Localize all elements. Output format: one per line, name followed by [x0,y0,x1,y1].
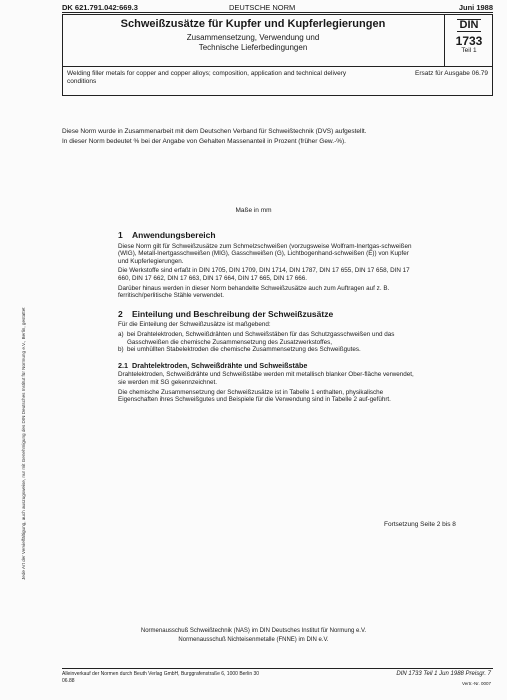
intro-text [62,127,367,147]
section-2-1-number: 2.1 [118,360,128,370]
document-subtitle-line2: Technische Lieferbedingungen [198,43,308,52]
section-2-number: 2 [118,308,123,319]
section-1-paragraph-1: Diese Norm gilt für Schweißzusätze zum Schmelzschweißen (vorzugsweise Wolfram-Inertgas-schweißen (WIG), Metall-Inertgasschweißen (MIG), Gasschweißen (G), Lichtbogenhand-schweißen (E)) von Kupfer und Kupferlegierungen. [118,242,412,265]
section-2-1-paragraph-1: Drahtelektroden, Schweißdrähte und Schweißstäbe werden mit metallisch blanker Ober-fläche verwendet, sie werden mit SG gekennzeichnet. [118,371,414,386]
intro-line-1: Diese Norm wurde in Zusammenarbeit mit dem Deutschen Verband für Schweißtechnik (DVS) aufgestellt. [62,128,367,135]
din-logo: DIN [457,19,482,32]
edition-code: 06.88 [62,678,75,684]
dk-classification: DK 621.791.042:669.3 [62,3,138,12]
intro-line-2: In dieser Norm bedeutet % bei der Angabe von Gehalten Massenanteil in Prozent (früher Gew.-%). [62,138,346,145]
section-2-title: Einteilung und Beschreibung der Schweißzusätze [132,308,334,319]
subheader-box [62,66,493,96]
list-item-b-text: bei umhüllten Stabelektroden die chemische Zusammensetzung des Schweißgutes. [127,346,361,354]
document-title: Schweißzusätze für Kupfer und Kupferlegierungen [120,18,386,30]
section-1-paragraph-2: Die Werkstoffe sind erfaßt in DIN 1705, DIN 1709, DIN 1714, DIN 1787, DIN 17 655, DIN 17 658, DIN 17 660, DIN 17 662, DIN 17 663, DIN 17 664, DIN 17 665, DIN 17 666. [118,267,410,282]
list-item-a-label: a) [118,330,124,338]
section-2-1-title: Drahtelektroden, Schweißdrähte und Schweißstäbe [132,360,308,370]
list-item-a [118,331,416,346]
section-1-heading [118,232,416,240]
din-teil: Teil 1 [461,47,477,54]
section-1-title: Anwendungsbereich [132,230,216,240]
title-box [62,14,493,67]
sales-footer [62,671,259,685]
section-1-paragraph-3: Darüber hinaus werden in dieser Norm behandelte Schweißzusätze auch zum Auftragen auf z. B. ferritisch/perlitische Stähle verwendet. [118,284,390,300]
committee-line-1: Normenausschuß Schweißtechnik (NAS) im DIN Deutsches Institut für Normung e.V. [140,628,367,634]
sales-line: Alleinverkauf der Normen durch Beuth Verlag GmbH, Burggrafenstraße 6, 1000 Berlin 30 [62,671,260,677]
section-2-heading [118,308,416,319]
list-item-b [118,346,416,354]
english-title: Welding filler metals for copper and copper alloys; composition, application and technical delivery conditions [67,70,347,85]
main-content [118,232,416,406]
committee-footer [0,627,507,645]
deutsche-norm-label: DEUTSCHE NORM [229,3,296,12]
issue-date: Juni 1988 [458,3,493,12]
dimensions-note: Maße in mm [235,207,272,214]
section-2-1-paragraph-2: Die chemische Zusammensetzung der Schweißzusätze ist in Tabelle 1 enthalten, physikalische Eigenschaften ihres Schweißgutes und Beispiele für die Verwendung sind in Tabelle 2 auf-geführt. [118,388,391,404]
list-item-b-label: b) [118,346,124,354]
section-2-1-heading [118,362,416,370]
document-subtitle-line1: Zusammensetzung, Verwendung und [186,33,320,42]
committee-line-2: Normenausschuß Nichteisenmetalle (FNNE) im DIN e.V. [178,637,329,643]
bottom-rule [62,668,493,669]
din-number-box [444,15,493,66]
distribution-number: Vertr.-Nr. 0007 [461,681,491,686]
copyright-vertical-note: Jede Art der Vervielfältigung, auch auszugsweise, nur mit Genehmigung des DIN Deutsches Institut für Normung e.V., Berlin, gestattet [21,307,26,580]
section-2-paragraph-1: Für die Einteilung der Schweißzusätze ist maßgebend: [118,321,271,329]
top-rule [62,12,493,13]
din-number: 1733 [455,34,483,48]
continuation-note: Fortsetzung Seite 2 bis 8 [384,521,456,528]
section-1-number: 1 [118,230,123,240]
list-item-a-text: bei Drahtelektroden, Schweißdrähten und Schweißstäben für das Schutzgasschweißen und das Gasschweißen die chemische Zusammensetzung des Zusatzwerkstoffes, [127,330,395,346]
replaces-edition: Ersatz für Ausgabe 06.79 [415,70,488,77]
document-reference: DIN 1733 Teil 1 Jun 1988 Preisgr. 7 [396,671,491,677]
